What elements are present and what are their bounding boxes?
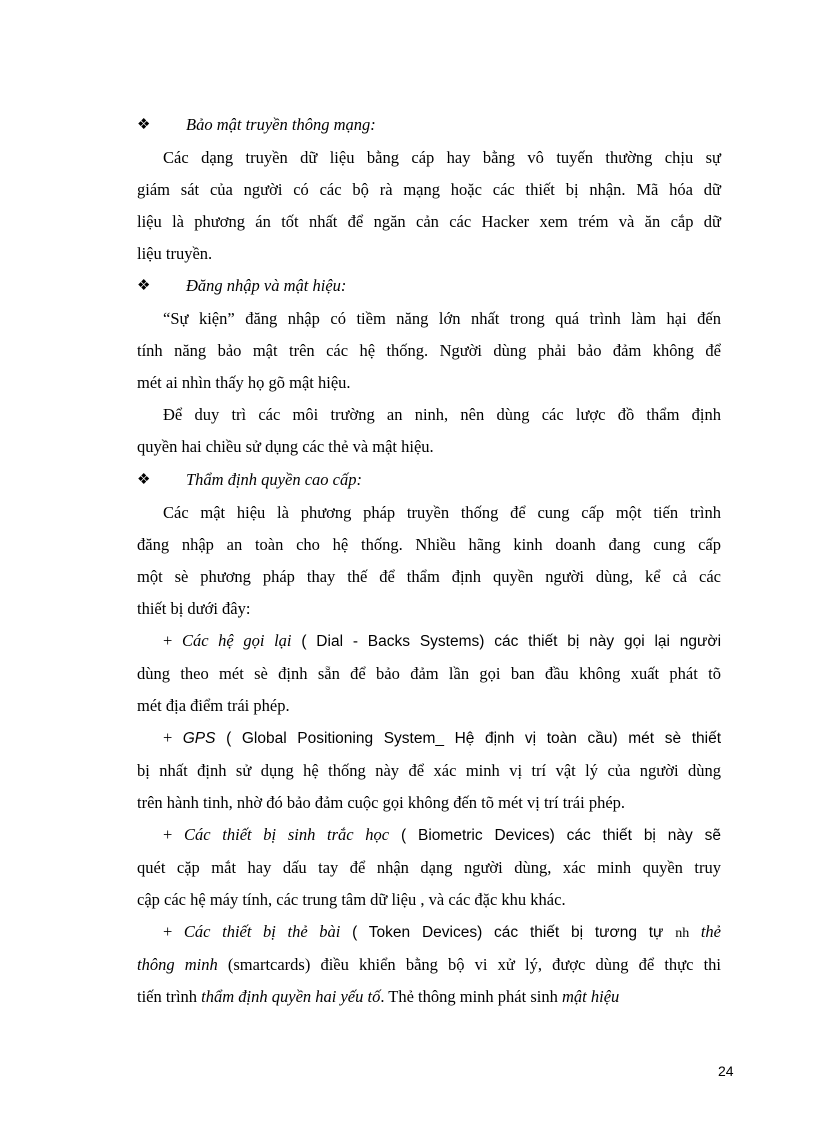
- paragraph-line: mét địa điểm trái phép.: [137, 696, 290, 715]
- paragraph-line: mét ai nhìn thấy họ gõ mật hiệu.: [137, 373, 351, 392]
- section-heading: Bảo mật truyền thông mạng:: [186, 115, 376, 134]
- paragraph-line: quyền hai chiều sử dụng các thẻ và mật hiệu.: [137, 437, 434, 456]
- bullet-icon: ❖: [137, 278, 151, 294]
- paragraph-line: Các mật hiệu là phương pháp truyền thống để cung cấp một tiến trình: [163, 503, 721, 522]
- paragraph-line: một sè phương pháp thay thế để thẩm định quyền người dùng, kể cả các: [137, 567, 721, 586]
- section-heading: Thẩm định quyền cao cấp:: [186, 470, 362, 489]
- paragraph-line: thiết bị dưới đây:: [137, 599, 251, 618]
- term: Các thiết bị sinh trắc học: [184, 825, 390, 844]
- paragraph-line: cập các hệ máy tính, các trung tâm dữ liệu , và các đặc khu khác.: [137, 890, 566, 909]
- page-number: 24: [718, 1063, 734, 1079]
- term: GPS: [182, 730, 216, 747]
- list-item-token: + Các thiết bị thẻ bài ( Token Devices) các thiết bị tương tự nh thẻ: [163, 922, 721, 941]
- paragraph-line: giám sát của người có các bộ rà mạng hoặc các thiết bị nhận. Mã hóa dữ: [137, 180, 721, 199]
- list-item-gps: + GPS ( Global Positioning System_ Hệ định vị toàn cầu) mét sè thiết: [163, 728, 721, 747]
- paragraph-line: liệu là phương án tốt nhất để ngăn cản các Hacker xem trém và ăn cắp dữ: [137, 212, 721, 231]
- paragraph-line: liệu truyền.: [137, 244, 213, 263]
- paragraph-line: bị nhất định sử dụng hệ thống này để xác minh vị trí vật lý của người dùng: [137, 761, 721, 780]
- paragraph-line: trên hành tinh, nhờ đó bảo đảm cuộc gọi không đến tõ mét vị trí trái phép.: [137, 793, 626, 812]
- paragraph-line: “Sự kiện” đăng nhập có tiềm năng lớn nhất trong quá trình làm hại đến: [163, 309, 721, 328]
- paragraph-line: quét cặp mắt hay dấu tay để nhận dạng người dùng, xác minh quyền truy: [137, 858, 721, 877]
- list-item-dial-backs: + Các hệ gọi lại ( Dial - Backs Systems) các thiết bị này gọi lại người: [163, 631, 722, 650]
- paragraph-line: thông minh (smartcards) điều khiển bằng bộ vi xử lý, được dùng để thực thi: [137, 955, 721, 974]
- paragraph-line: Để duy trì các môi trường an ninh, nên dùng các lược đồ thẩm định: [163, 405, 721, 424]
- paragraph-line: đăng nhập an toàn cho hệ thống. Nhiều hãng kinh doanh đang cung cấp: [137, 535, 721, 554]
- term: Các hệ gọi lại: [181, 631, 292, 650]
- term: Các thiết bị thẻ bài: [183, 922, 341, 941]
- bullet-icon: ❖: [137, 472, 151, 488]
- bullet-icon: ❖: [137, 117, 151, 133]
- paragraph-line: tính năng bảo mật trên các hệ thống. Người dùng phải bảo đảm không để: [137, 341, 721, 360]
- paragraph-line: tiến trình thẩm định quyền hai yếu tố. Thẻ thông minh phát sinh mật hiệu: [137, 987, 620, 1006]
- list-item-biometric: + Các thiết bị sinh trắc học ( Biometric Devices) các thiết bị này sẽ: [163, 825, 721, 844]
- paragraph-line: Các dạng truyền dữ liệu bằng cáp hay bằng vô tuyến thường chịu sự: [163, 148, 721, 167]
- section-heading: Đăng nhập và mật hiệu:: [186, 276, 347, 295]
- paragraph-line: dùng theo mét sè định sẵn để bảo đảm lần gọi ban đầu không xuất phát tõ: [137, 664, 721, 683]
